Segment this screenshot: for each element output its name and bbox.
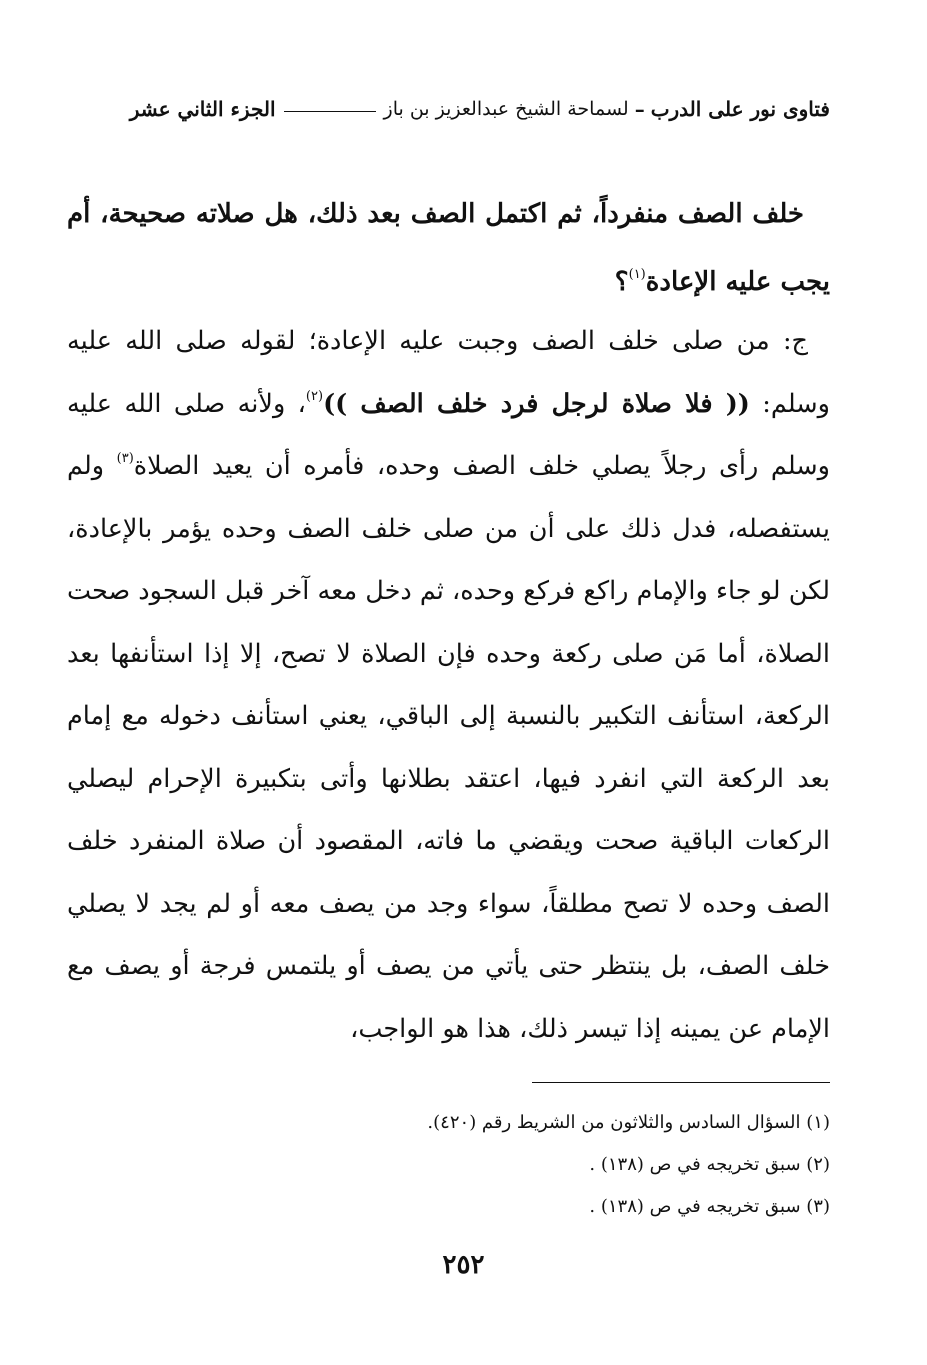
question-paragraph [67,180,830,316]
running-header [70,92,830,126]
header-rule [284,111,376,112]
hadith-quote: (( فلا صلاة لرجل فرد خلف الصف )) [323,388,750,419]
footnote-2: (٢) سبق تخريجه في ص (١٣٨) . [589,1154,830,1175]
footnote-ref-3[interactable]: (٣) [116,451,134,466]
header-author: لسماحة الشيخ عبدالعزيز بن باز [383,98,629,120]
question-mark: ؟ [614,267,629,297]
footnotes [130,1102,830,1228]
footnote-1: (١) السؤال السادس والثلاثون من الشريط رقم (٤٢٠). [427,1112,830,1133]
footnote-ref-2[interactable]: (٢) [305,388,324,404]
footnote-3: (٣) سبق تخريجه في ص (١٣٨) . [589,1196,830,1217]
question-text: خلف الصف منفرداً، ثم اكتمل الصف بعد ذلك، هل صلاته صحيحة، أم يجب عليه الإعادة [67,199,830,297]
answer-part-3: ولم يستفصله، فدل ذلك على أن من صلى خلف الصف وحده يؤمر بالإعادة، لكن لو جاء والإمام راكع فركع وحده، ثم دخل معه آخر قبل السجود صحت الصلاة، أما مَن صلى ركعة وحده فإن الصلاة لا تصح، إلا إذا استأنفها بعد الركعة، استأنف التكبير بالنسبة إلى الباقي، يعني استأنف دخوله مع إمام بعد الركعة التي انفرد فيها، اعتقد بطلانها وأتى بتكبيرة الإحرام ليصلي الركعات الباقية صحت ويقضي ما فاته، المقصود أن صلاة المنفرد خلف الصف وحده لا تصح مطلقاً، سواء وجد من يصف معه أو لم يجد لا يصلي خلف الصف، بل ينتظر حتى يأتي من يصف أو يلتمس فرجة أو يصف مع الإمام عن يمينه إذا تيسر ذلك، هذا هو الواجب، [67,451,830,1044]
header-volume: الجزء الثاني عشر [129,97,276,121]
answer-paragraph [67,310,830,1060]
footnote-ref-1[interactable]: (١) [628,267,646,282]
answer-part-2: ، ولأنه صلى الله عليه وسلم رأى رجلاً يصلي خلف الصف وحده، فأمره أن يعيد الصلاة [67,388,830,481]
page-number: ٢٥٢ [442,1250,485,1280]
header-dash: – [634,97,645,121]
footnote-separator [532,1082,830,1083]
header-series-title: فتاوى نور على الدرب [650,97,830,121]
answer-part-1: ج: من صلى خلف الصف وجبت عليه الإعادة؛ لقوله صلى الله عليه وسلم: [67,326,830,419]
